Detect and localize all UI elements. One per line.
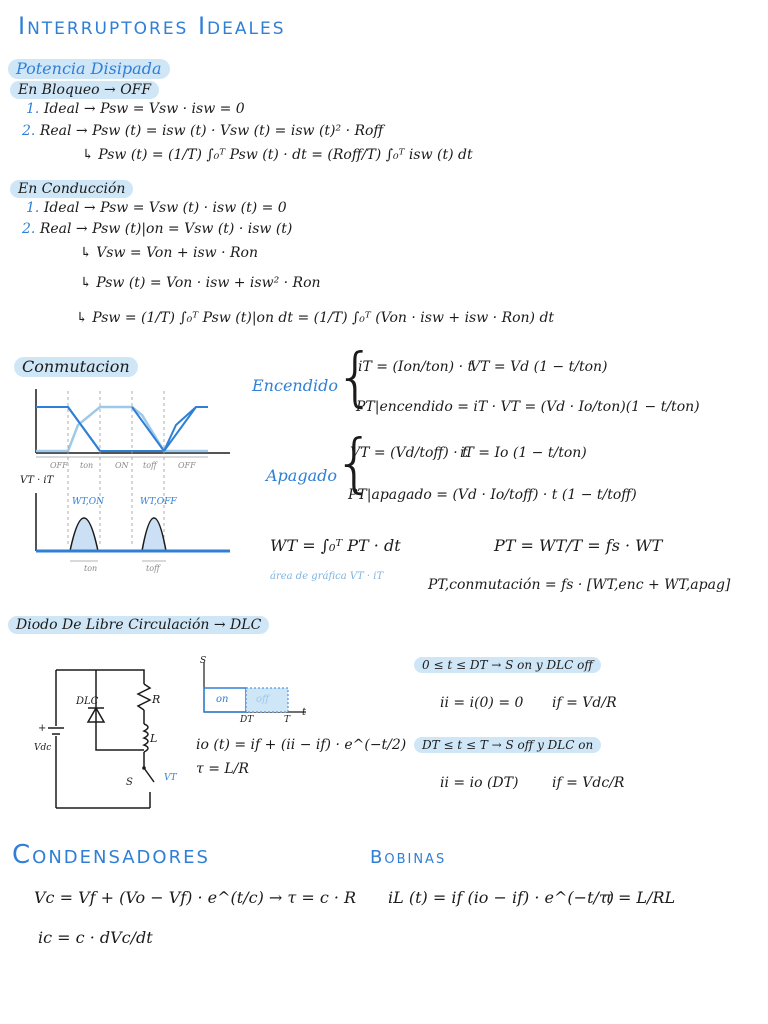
conduccion-eq-b [80, 276, 321, 290]
circuit-label-dlc: DLC [76, 696, 99, 707]
energy-note: área de gráfica VT · iT [270, 571, 384, 582]
power-total-equation: PT,conmutación = fs · [WT,enc + WT,apag] [428, 577, 731, 593]
equation: Psw = Vsw (t) · isw (t) = 0 [100, 200, 287, 216]
encendido-eq-2: VT = Vd (1 − t/ton) [470, 359, 608, 375]
item-number: 1. [26, 200, 40, 216]
apagado-eq-1: VT = (Vd/toff) · t [350, 445, 468, 461]
switch-graph-dt: DT [240, 715, 254, 725]
title-underline [20, 42, 320, 46]
circuit-label-vdc: Vdc [34, 743, 52, 753]
dlc-case-1-ii: ii = i(0) = 0 [440, 695, 524, 711]
switch-graph-s: S [200, 656, 207, 666]
conduccion-item-2 [22, 222, 292, 236]
graph-label-toff: toff [143, 461, 157, 470]
circuit-label-vt: VT [164, 773, 177, 783]
equation: Psw (t) = Von · isw + isw² · Ron [96, 275, 321, 291]
encendido-brace: { [335, 341, 376, 415]
encendido-label: Encendido [252, 376, 338, 395]
switch-graph-T: T [284, 715, 291, 725]
equation: Vsw = Von + isw · Ron [96, 245, 258, 261]
equation: Psw = (1/T) ∫₀ᵀ Psw (t)|on dt = (1/T) ∫₀ᵀ (Von · isw + isw · Ron) dt [92, 310, 555, 326]
bloqueo-item-1 [26, 102, 245, 116]
bobinas-eq-1: iL (t) = if (io − if) · e^(−t/τ) [388, 888, 614, 907]
item-number: 1. [26, 101, 40, 117]
switch-graph-off: off [256, 694, 270, 705]
conduccion-item-1 [26, 201, 287, 215]
bottom-toff-label: toff [146, 564, 160, 573]
switch-graph-on: on [216, 694, 229, 705]
axis-label-vt-it: VT · iT [20, 475, 54, 486]
w-off-label: WT,OFF [140, 497, 177, 507]
conmutacion-heading: Conmutacion [14, 357, 138, 377]
arrow-icon: ↳ [82, 147, 94, 163]
circuit-label-plus: + [38, 723, 47, 734]
conduccion-heading: En Conducción [10, 180, 133, 198]
dlc-case-2: DT ≤ t ≤ T → S off y DLC on [414, 737, 601, 753]
apagado-label: Apagado [266, 466, 337, 485]
page-title: Interruptores Ideales [18, 12, 286, 40]
equation: Psw (t) = (1/T) ∫₀ᵀ Psw (t) · dt = (Roff/T) ∫₀ᵀ isw (t) dt [98, 147, 473, 163]
power-equation: PT = WT/T = fs · WT [494, 536, 663, 555]
apagado-eq-3: PT|apagado = (Vd · Io/toff) · t (1 − t/toff) [348, 487, 637, 503]
bobinas-eq-2: τ = L/RL [604, 888, 676, 907]
item-label: Ideal → [43, 101, 96, 117]
arrow-icon: ↳ [76, 310, 88, 326]
w-on-label: WT,ON [72, 497, 105, 507]
circuit-label-r: R [152, 693, 161, 706]
io-equation: io (t) = if + (ii − if) · e^(−t/2) [196, 737, 407, 753]
arrow-icon: ↳ [80, 275, 92, 291]
bobinas-heading: Bobinas [370, 847, 447, 868]
tau-equation: τ = L/R [196, 761, 249, 777]
graph-label-on: ON [115, 461, 129, 470]
bloqueo-average-eq [82, 148, 473, 162]
bloqueo-heading: En Bloqueo → OFF [10, 81, 159, 99]
item-label: Real → [39, 221, 88, 237]
dlc-case-1-if: if = Vd/R [552, 695, 617, 711]
apagado-eq-2: iT = Io (1 − t/ton) [460, 445, 587, 461]
conduccion-eq-c [76, 311, 554, 325]
energy-equation: WT = ∫₀ᵀ PT · dt [270, 536, 401, 555]
condensadores-heading: Condensadores [12, 840, 210, 870]
bloqueo-item-2 [22, 124, 383, 138]
item-number: 2. [22, 221, 36, 237]
condensadores-eq-2: ic = c · dVc/dt [38, 928, 153, 947]
item-number: 2. [22, 123, 36, 139]
switch-graph-t: t [302, 707, 307, 718]
item-label: Ideal → [43, 200, 96, 216]
arrow-icon: ↳ [80, 245, 92, 261]
conduccion-eq-a [80, 246, 258, 260]
circuit-label-s: S [126, 777, 133, 788]
equation: Psw (t) = isw (t) · Vsw (t) = isw (t)² · Roff [92, 123, 384, 139]
dlc-heading: Diodo De Libre Circulación → DLC [8, 616, 269, 634]
switch-state-graph [200, 662, 310, 722]
dlc-case-2-ii: ii = io (DT) [440, 775, 519, 791]
graph-label-off-1: OFF [50, 461, 68, 470]
graph-label-off-2: OFF [178, 461, 196, 470]
switching-waveforms [30, 385, 230, 595]
bottom-ton-label: ton [84, 564, 98, 573]
condensadores-eq-1: Vc = Vf + (Vo − Vf) · e^(t/c) → τ = c · R [34, 888, 357, 907]
apagado-brace: { [334, 427, 375, 501]
potencia-heading: Potencia Disipada [8, 59, 170, 79]
graph-label-ton: ton [80, 461, 94, 470]
encendido-eq-1: iT = (Ion/ton) · t [358, 359, 474, 375]
equation: Psw = Vsw · isw = 0 [100, 101, 245, 117]
equation: Psw (t)|on = Vsw (t) · isw (t) [92, 221, 293, 237]
encendido-eq-3: PT|encendido = iT · VT = (Vd · Io/ton)(1 − t/ton) [356, 399, 700, 415]
dlc-case-1: 0 ≤ t ≤ DT → S on y DLC off [414, 657, 601, 673]
dlc-case-2-if: if = Vdc/R [552, 775, 625, 791]
item-label: Real → [39, 123, 88, 139]
circuit-label-l: L [150, 732, 158, 745]
